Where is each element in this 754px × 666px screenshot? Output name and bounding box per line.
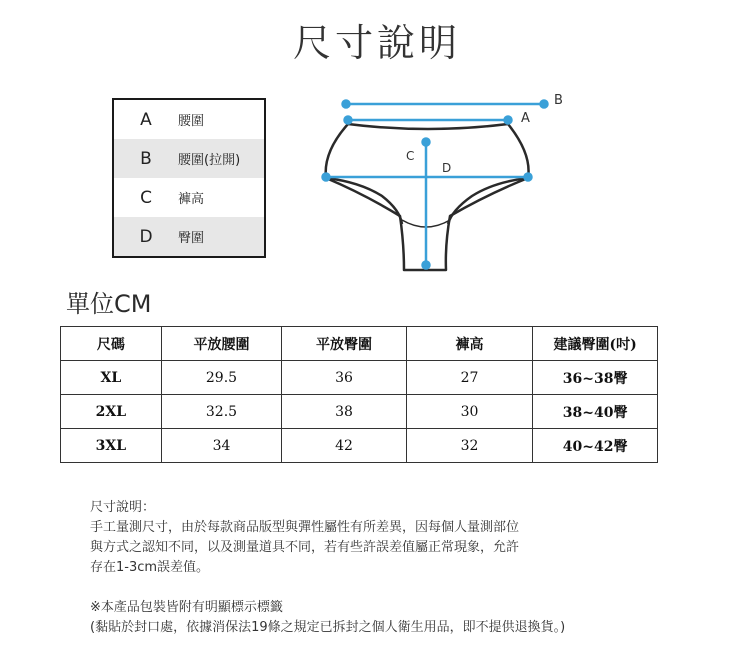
size-cell: 3XL [61,429,162,463]
suggested-hip-cell: 36~38臀 [533,361,658,395]
briefs-measurement-diagram [318,84,568,280]
table-row [61,429,658,463]
legend-row-c [114,178,264,217]
legend-row-d [114,217,264,256]
notice-line: (黏貼於封口處，依據消保法19條之規定已拆封之個人衛生用品，即不提供退換貨。) [90,620,566,635]
diagram-label-d: D [442,161,452,175]
rise-cell: 30 [406,395,533,429]
size-cell: 2XL [61,395,162,429]
measurement-legend [112,98,266,258]
hip-cell: 38 [282,395,407,429]
size-note [90,498,519,578]
rise-cell: 27 [406,361,533,395]
column-header: 尺碼 [61,327,162,361]
dot-b-left [343,101,350,108]
size-cell: XL [61,361,162,395]
dot-c-top [423,139,430,146]
table-header-row [61,327,658,361]
legend-row-b [114,139,264,178]
note-heading: 尺寸說明： [90,500,156,515]
legend-letter: D [139,226,153,247]
diagram-label-a: A [521,111,530,126]
note-line: 手工量測尺寸，由於每款商品版型與彈性屬性有所差異，因每個人量測部位 [90,520,520,535]
legend-letter: B [140,148,152,169]
legend-label: 腰圍 [178,114,205,129]
hip-cell: 36 [282,361,407,395]
waist-cell: 32.5 [161,395,282,429]
dot-a-left [345,117,352,124]
column-header: 平放腰圍 [161,327,282,361]
suggested-hip-cell: 38~40臀 [533,395,658,429]
column-header: 褲高 [406,327,533,361]
diagram-label-c: C [406,149,415,163]
hip-cell: 42 [282,429,407,463]
legend-label: 臀圍 [178,231,205,246]
diagram-label-b: B [554,93,563,108]
table-row [61,361,658,395]
size-table [60,326,658,463]
legend-letter: A [140,109,152,130]
unit-label: 單位CM [66,290,152,318]
column-header: 平放臀圍 [282,327,407,361]
rise-cell: 32 [406,429,533,463]
return-policy-notice [90,598,565,638]
dot-d-left [323,174,330,181]
dot-c-bottom [423,262,430,269]
legend-label: 腰圍(拉開) [178,153,241,168]
dot-d-right [525,174,532,181]
dot-a-right [505,117,512,124]
waist-cell: 34 [161,429,282,463]
notice-line: ※本產品包裝皆附有明顯標示標籤 [90,600,283,615]
note-line: 存在1-3cm誤差值。 [90,560,210,575]
page-title: 尺寸說明 [292,21,461,65]
table-row [61,395,658,429]
note-line: 與方式之認知不同，以及測量道具不同，若有些許誤差值屬正常現象，允許 [90,540,520,555]
legend-label: 褲高 [178,192,205,207]
waist-cell: 29.5 [161,361,282,395]
suggested-hip-cell: 40~42臀 [533,429,658,463]
legend-letter: C [140,187,152,208]
dot-b-right [541,101,548,108]
legend-row-a [114,100,264,139]
column-header: 建議臀圍(吋) [533,327,658,361]
